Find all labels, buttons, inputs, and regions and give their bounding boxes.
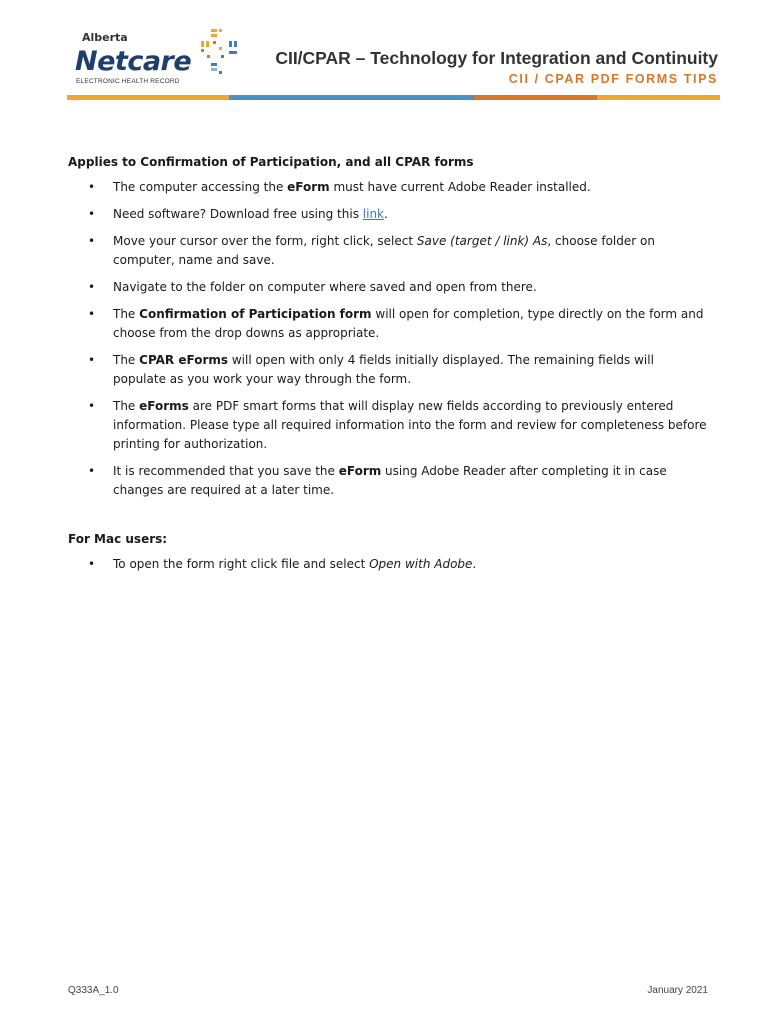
stripe-segment bbox=[229, 95, 474, 100]
list-item-text: The bbox=[113, 353, 140, 367]
mac-tips-list bbox=[68, 555, 708, 574]
page-subtitle: CII / CPAR PDF FORMS TIPS bbox=[508, 72, 718, 86]
logo-tagline: ELECTRONIC HEALTH RECORD bbox=[76, 78, 180, 85]
header-color-stripe bbox=[67, 95, 720, 100]
list-item-text: The bbox=[113, 307, 140, 321]
list-item-text: eForm bbox=[338, 464, 382, 478]
list-item-text: Navigate to the folder on computer where saved and open from there. bbox=[113, 280, 537, 294]
alberta-netcare-logo bbox=[72, 22, 247, 90]
page-title: CII/CPAR – Technology for Integration and Continuity bbox=[275, 48, 718, 68]
list-item-text: eForm bbox=[287, 180, 330, 194]
netcare-cross-icon bbox=[199, 27, 239, 77]
list-item bbox=[68, 351, 708, 389]
list-item-text: The computer accessing the bbox=[113, 180, 288, 194]
list-item-text: Save (target / link) As bbox=[416, 234, 548, 248]
list-item bbox=[68, 462, 708, 500]
list-item-text: CPAR eForms bbox=[139, 353, 229, 367]
stripe-segment bbox=[597, 95, 720, 100]
list-item-text: , choose folder on computer, name and save. bbox=[113, 234, 655, 267]
list-item-text: . bbox=[472, 557, 477, 571]
section-heading-mac: For Mac users: bbox=[68, 532, 168, 546]
list-item-text: using Adobe Reader after completing it in case changes are required at a later time. bbox=[113, 464, 667, 497]
list-item-text: It is recommended that you save the bbox=[113, 464, 339, 478]
logo-netcare-text: Netcare bbox=[75, 46, 192, 77]
section-heading-applies: Applies to Confirmation of Participation, and all CPAR forms bbox=[68, 155, 474, 169]
stripe-segment bbox=[67, 95, 229, 100]
list-item-text: Need software? Download free using this bbox=[113, 207, 363, 221]
list-item-text: must have current Adobe Reader installed. bbox=[329, 180, 591, 194]
list-item-text: Move your cursor over the form, right click, select bbox=[113, 234, 417, 248]
stripe-segment bbox=[474, 95, 597, 100]
footer-document-code: Q333A_1.0 bbox=[68, 985, 119, 996]
list-item-text: eForms bbox=[139, 399, 189, 413]
list-item bbox=[68, 278, 708, 297]
list-item-text: will open with only 4 fields initially displayed. The remaining fields will populate as you work your way through the form. bbox=[113, 353, 654, 386]
list-item bbox=[68, 205, 708, 224]
tips-list bbox=[68, 178, 708, 500]
document-body bbox=[68, 153, 708, 582]
list-item bbox=[68, 397, 708, 454]
list-item-text: To open the form right click file and select bbox=[113, 557, 370, 571]
download-link[interactable]: link bbox=[362, 207, 385, 221]
footer-date: January 2021 bbox=[647, 985, 708, 996]
list-item-text: Confirmation of Participation form bbox=[139, 307, 372, 321]
list-item bbox=[68, 178, 708, 197]
list-item-text: The bbox=[113, 399, 140, 413]
logo-alberta-text: Alberta bbox=[82, 31, 128, 44]
list-item-text: Open with Adobe bbox=[369, 557, 473, 571]
list-item-text: are PDF smart forms that will display new fields according to previously entered information. Please type all required information into the form and review for completeness before printing for authorization. bbox=[113, 399, 707, 451]
list-item-text: will open for completion, type directly on the form and choose from the drop downs as appropriate. bbox=[113, 307, 704, 340]
list-item bbox=[68, 555, 708, 574]
list-item-text: . bbox=[384, 207, 388, 221]
list-item bbox=[68, 305, 708, 343]
list-item bbox=[68, 232, 708, 270]
